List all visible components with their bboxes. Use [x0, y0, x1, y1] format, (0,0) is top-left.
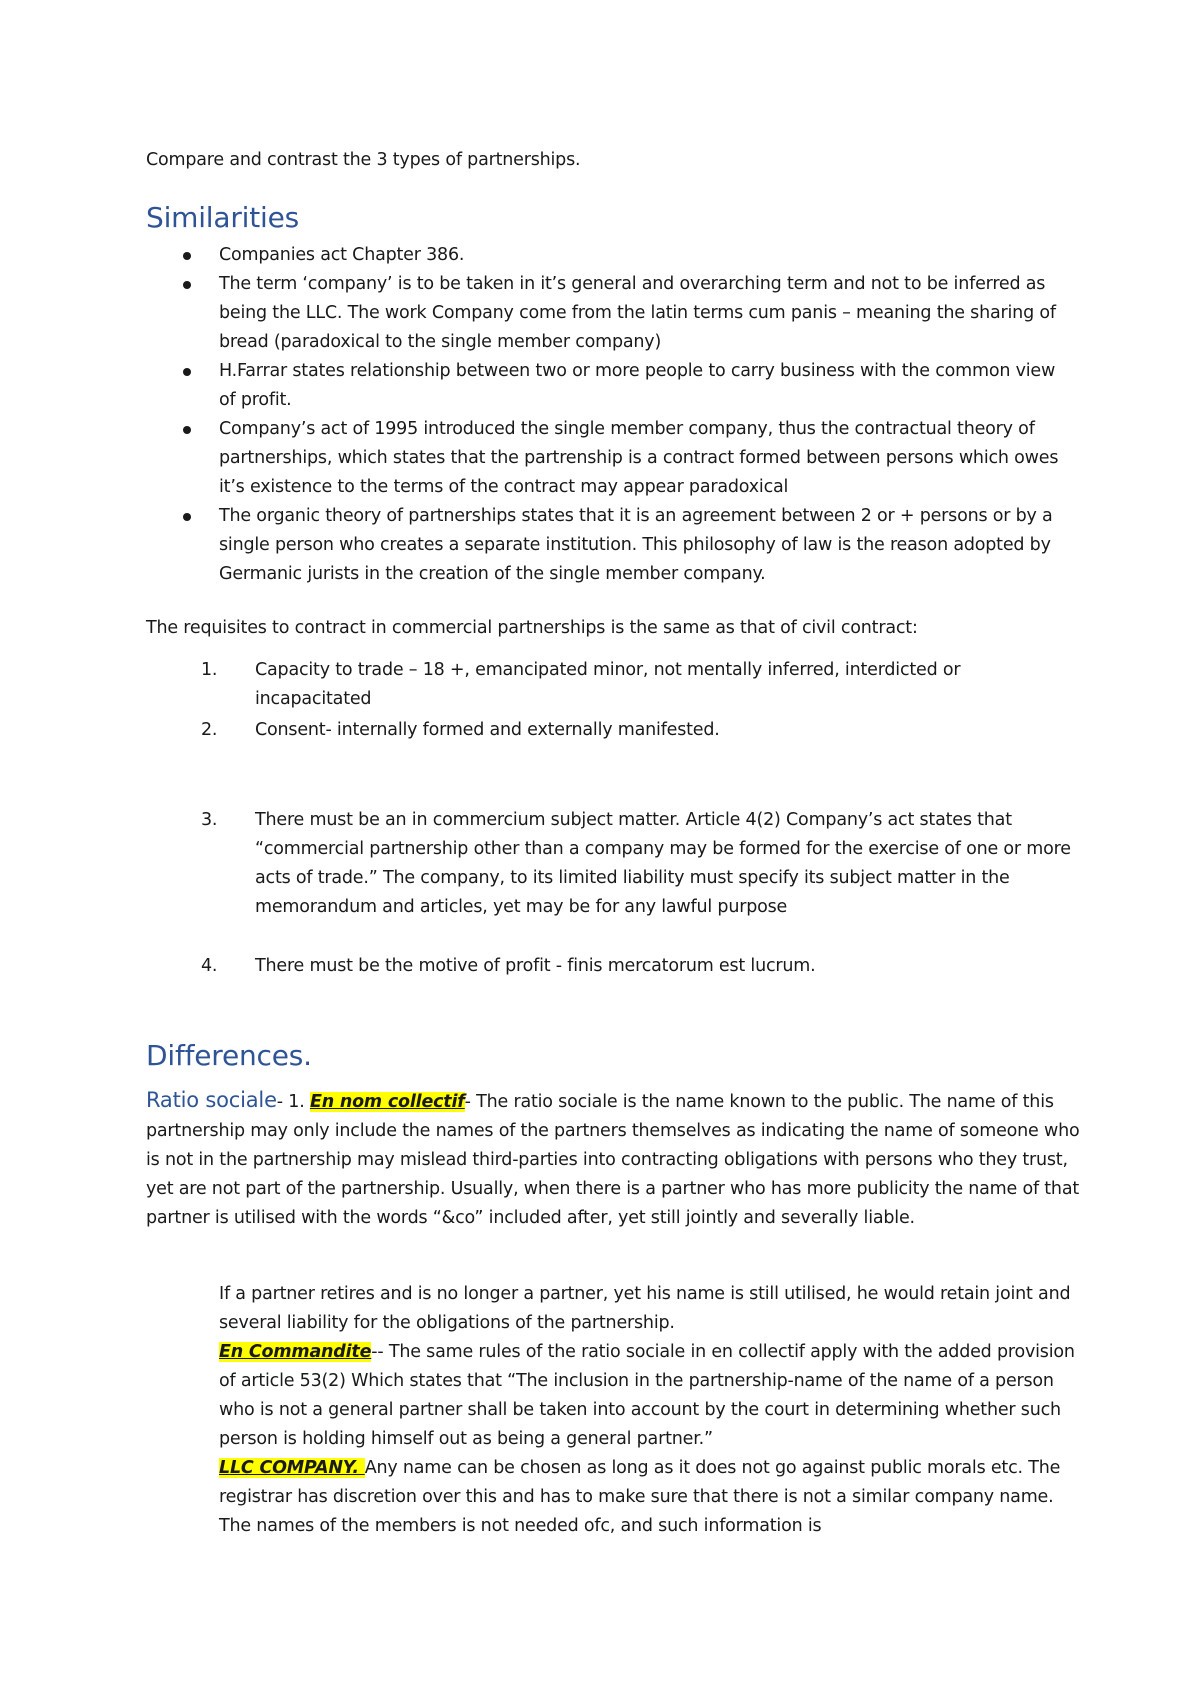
bullet-icon [183, 368, 191, 376]
intro-line: Compare and contrast the 3 types of partnerships. [146, 150, 581, 170]
numbered-item-1: 1. Capacity to trade – 18 +, emancipated minor, not mentally inferred, interdicted or incapacitated [201, 660, 961, 709]
list-item: The organic theory of partnerships states that it is an agreement between 2 or + persons or by a single person who creates a separate institution. This philosophy of law is the reason adopted by Germanic jurists in the creation of the single member company. [146, 502, 1076, 589]
numbered-item-3: 3. There must be an in commercium subject matter. Article 4(2) Company’s act states that “commercial partnership other than a company may be formed for the exercise of one or more acts of trade.” The company, to its limited liability must specify its subject matter in the memorandum and articles, yet may be for any lawful purpose [201, 810, 1071, 917]
retire-paragraph: If a partner retires and is no longer a partner, yet his name is still utilised, he would retain joint and several liability for the obligations of the partnership. En Commandite-- The same rules of the ratio sociale in en collectif apply with the added provision of article 53(2) Which states that “The inclusion in the partnership-name of the name of a person who is not a general partner shall be taken into account by the court in determining whether such person is holding himself out as being a general partner.” LLC COMPANY. Any name can be chosen as long as it does not go against public morals etc. The registrar has discretion over this and has to make sure that there is not a similar company name. The names of the members is not needed ofc, and such information is [219, 1284, 1075, 1536]
bullet-icon [183, 252, 191, 260]
list-item: Company’s act of 1995 introduced the single member company, thus the contractual theory of partnerships, which states that the partrenship is a contract formed between persons which owes it’s existence to the terms of the contract may appear paradoxical [146, 415, 1076, 502]
en-nom-collectif-highlight: En nom collectif [309, 1092, 465, 1112]
bullet-icon [183, 281, 191, 289]
list-item: The term ‘company’ is to be taken in it’s general and overarching term and not to be inferred as being the LLC. The work Company come from the latin terms cum panis – meaning the sharing of bread (paradoxical to the single member company) [146, 270, 1076, 357]
ratio-sociale-label: Ratio sociale [146, 1088, 277, 1112]
differences-heading: Differences. [146, 1039, 312, 1072]
llc-company-highlight: LLC COMPANY. [219, 1458, 365, 1478]
similarities-heading: Similarities [146, 201, 300, 234]
bullet-icon [183, 426, 191, 434]
numbered-item-4: 4. There must be the motive of profit - finis mercatorum est lucrum. [201, 956, 816, 976]
bullet-icon [183, 513, 191, 521]
numbered-item-2: 2. Consent- internally formed and externally manifested. [201, 720, 720, 740]
list-item: Companies act Chapter 386. [146, 241, 1076, 270]
en-commandite-highlight: En Commandite [219, 1342, 372, 1362]
list-item: H.Farrar states relationship between two or more people to carry business with the common view of profit. [146, 357, 1076, 415]
requisites-intro: The requisites to contract in commercial partnerships is the same as that of civil contract: [146, 618, 918, 638]
ratio-sociale-paragraph: Ratio sociale- 1. En nom collectif- The ratio sociale is the name known to the public. The name of this partnership may only include the names of the partners themselves as indicating the name of someone who is not in the partnership may mislead third-parties into contracting obligations with persons who they trust, yet are not part of the partnership. Usually, when there is a partner who has more publicity the name of that partner is utilised with the words “&co” included after, yet still jointly and severally liable. [146, 1088, 1080, 1228]
similarities-list [146, 241, 1076, 589]
